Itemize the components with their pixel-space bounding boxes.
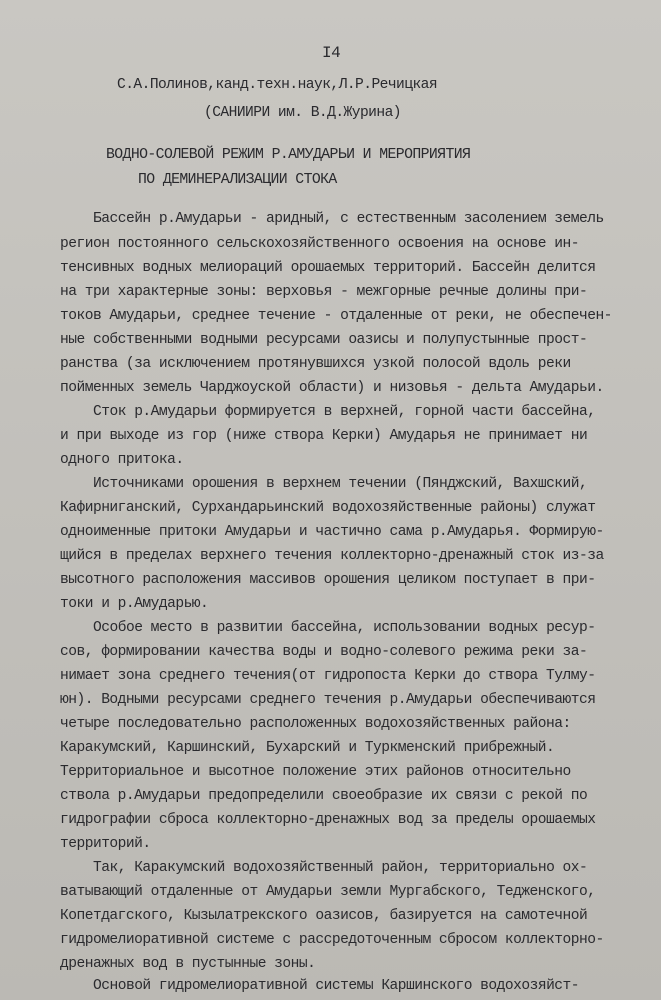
authors-line: С.А.Полинов,канд.техн.наук,Л.Р.Речицкая [117,77,438,93]
body-line: токи и р.Амударью. [60,596,209,612]
body-line: сов, формировании качества воды и водно-солевого режима реки за- [60,644,588,660]
body-line: ствола р.Амударьи предопределили своеобразие их связи с рекой по [60,788,588,804]
body-line: юн). Водными ресурсами среднего течения р.Амударьи обеспечиваются [60,692,596,708]
body-line: Кафирниганский, Сурхандарьинский водохозяйственные районы) служат [60,500,596,516]
body-line: Сток р.Амударьи формируется в верхней, горной части бассейна, [93,404,596,420]
body-line: Источниками орошения в верхнем течении (Пянджский, Вахшский, [93,476,588,492]
institution-line: (САНИИРИ им. В.Д.Журина) [204,105,401,121]
body-line: одного притока. [60,452,184,468]
body-line: пойменных земель Чарджоуской области) и низовья - дельта Амударьи. [60,380,604,396]
body-line: на три характерные зоны: верховья - межгорные речные долины при- [60,284,588,300]
body-line: четыре последовательно расположенных водохозяйственных района: [60,716,571,732]
body-line: ватывающий отдаленные от Амударьи земли Мургабского, Теджeнского, [60,884,596,900]
title-line-2: ПО ДЕМИНЕРАЛИЗАЦИИ СТОКА [138,172,337,188]
title-line-1: ВОДНО-СОЛЕВОЙ РЕЖИМ Р.АМУДАРЬИ И МЕРОПРИЯТИЯ [106,147,471,163]
body-line: гидрографии сброса коллекторно-дренажных вод за пределы орошаемых [60,812,596,828]
body-line: и при выходе из гор (ниже створа Керки) Амударья не принимает ни [60,428,588,444]
body-line: Так, Каракумский водохозяйственный район, территориально ох- [93,860,588,876]
body-line: нимает зона среднего течения(от гидропоста Керки до створа Тулму- [60,668,596,684]
body-line: Бассейн р.Амударьи - аридный, с естественным засолением земель [93,211,604,227]
body-line: Территориальное и высотное положение этих районов относительно [60,764,571,780]
body-line: регион постоянного сельскохозяйственного освоения на основе ин- [60,236,579,252]
body-line: тенсивных водных мелиораций орошаемых территорий. Бассейн делится [60,260,596,276]
body-line: территорий. [60,836,151,852]
body-line: высотного расположения массивов орошения целиком поступает в при- [60,572,596,588]
body-line: дренажных вод в пустынные зоны. [60,956,316,972]
body-line: одноименные притоки Амударьи и частично сама р.Амударья. Формирую- [60,524,604,540]
body-line: токов Амударьи, среднее течение - отдаленные от реки, не обеспечен- [60,308,612,324]
page-number: I4 [322,44,341,62]
body-line: гидромелиоративной системе с рассредоточенным сбросом коллекторно- [60,932,604,948]
body-line: Основой гидромелиоративной системы Каршинского водохозяйст- [93,978,580,994]
body-line: Копетдагского, Кызылатрекского оазисов, базируется на самотечной [60,908,588,924]
body-line: Особое место в развитии бассейна, использовании водных ресур- [93,620,596,636]
body-line: щийся в пределах верхнего течения коллекторно-дренажный сток из-за [60,548,604,564]
body-line: ранства (за исключением протянувшихся узкой полосой вдоль реки [60,356,571,372]
body-line: Каракумский, Каршинский, Бухарский и Туркменский прибрежный. [60,740,555,756]
body-line: ные собственными водными ресурсами оазисы и полупустынные прост- [60,332,588,348]
